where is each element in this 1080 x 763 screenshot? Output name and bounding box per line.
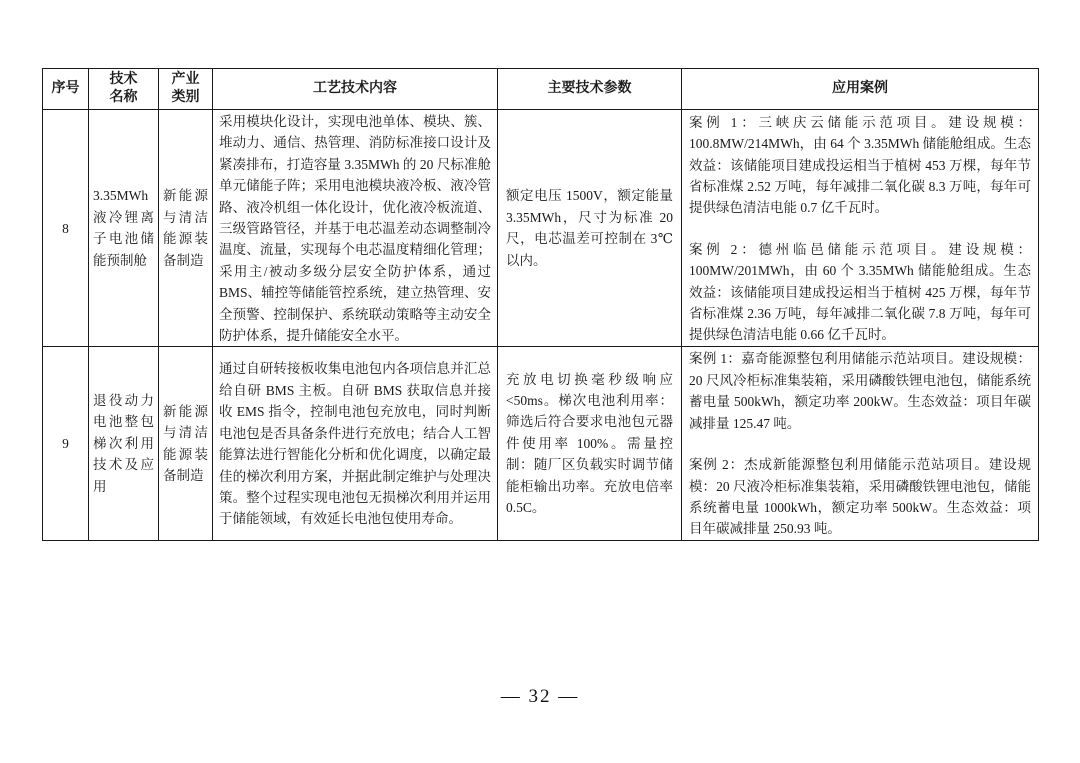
column-header-process-content: 工艺技术内容 <box>213 69 498 110</box>
case-paragraph: 案例 2：杰成新能源整包利用储能示范站项目。建设规模：20 尺液冷柜标准集装箱，采用磷酸铁锂电池包，储能系统蓄电量 1000kWh，额定功率 500kW。生态效益：项目年碳减排量 250.93 吨。 <box>689 457 1031 537</box>
table-row <box>43 110 1039 347</box>
tech-params-cell: 额定电压 1500V，额定能量 3.35MWh，尺寸为标准 20 尺，电芯温差可控制在 3℃以内。 <box>498 110 682 347</box>
case-paragraph: 案例 2：德州临邑储能示范项目。建设规模：100MW/201MWh，由 60 个 3.35MWh 储能舱组成。生态效益：该储能项目建成投运相当于植树 425 万棵，每年节省标准煤 2.36 万吨，每年减排二氧化碳 7.8 万吨，每年可提供绿色清洁电能 0.66 亿千瓦时。 <box>689 241 1031 343</box>
serial-number-cell: 9 <box>43 347 89 540</box>
process-content-cell: 采用模块化设计，实现电池单体、模块、簇、堆动力、通信、热管理、消防标准接口设计及紧凑排布，打造容量 3.35MWh 的 20 尺标准舱单元储能子阵；采用电池模块液冷板、液冷管路、液冷机组一体化设计，优化液冷板流道、三级管路管径，并基于电芯温差动态调整制冷温度、流量，实现每个电芯温度精细化管理；采用主/被动多级分层安全防护体系，通过 BMS、辅控等储能管控系统，建立热管理、安全预警、控制保护、系统联动策略等主动安全防护体系，提升储能安全水平。 <box>213 110 498 347</box>
column-header-tech-name: 技术 名称 <box>89 69 159 110</box>
table-header-row <box>43 69 1039 110</box>
page-number: — 32 — <box>500 686 580 707</box>
column-header-serial: 序号 <box>43 69 89 110</box>
column-header-industry-category: 产业 类别 <box>159 69 213 110</box>
column-header-tech-params: 主要技术参数 <box>498 69 682 110</box>
tech-name-cell: 退役动力电池整包梯次利用技术及应用 <box>89 347 159 540</box>
industry-category-cell: 新能源与清洁能源装备制造 <box>159 110 213 347</box>
industry-category-cell: 新能源与清洁能源装备制造 <box>159 347 213 540</box>
application-cases-cell <box>682 110 1039 347</box>
process-content-cell: 通过自研转接板收集电池包内各项信息并汇总给自研 BMS 主板。自研 BMS 获取信息并接收 EMS 指令，控制电池包充放电，同时判断电池包是否具备条件进行充放电；结合人工智能算法进行智能化分析和优化调度，以确定最佳的梯次利用方案，并据此制定维护与处理决策。整个过程实现电池包无损梯次利用并运用于储能领域，有效延长电池包使用寿命。 <box>213 347 498 540</box>
tech-params-cell: 充放电切换毫秒级响应<50ms。梯次电池利用率：筛选后符合要求电池包元器件使用率 100%。需量控制：随厂区负载实时调节储能柜输出功率。充放电倍率 0.5C。 <box>498 347 682 540</box>
technology-table <box>42 68 1039 541</box>
case-paragraph: 案例 1：嘉奇能源整包利用储能示范站项目。建设规模：20 尺风冷柜标准集装箱，采用磷酸铁锂电池包，储能系统蓄电量 500kWh，额定功率 200kW。生态效益：项目年碳减排量 125.47 吨。 <box>689 351 1031 431</box>
column-header-application-cases: 应用案例 <box>682 69 1039 110</box>
tech-name-cell: 3.35MWh液冷锂离子电池储能预制舱 <box>89 110 159 347</box>
table-row <box>43 347 1039 540</box>
case-paragraph: 案例 1：三峡庆云储能示范项目。建设规模：100.8MW/214MWh，由 64 个 3.35MWh 储能舱组成。生态效益：该储能项目建成投运相当于植树 453 万棵，每年节省标准煤 2.52 万吨，每年减排二氧化碳 8.3 万吨，每年可提供绿色清洁电能 0.7 亿千瓦时。 <box>689 114 1031 216</box>
serial-number-cell: 8 <box>43 110 89 347</box>
application-cases-cell <box>682 347 1039 540</box>
